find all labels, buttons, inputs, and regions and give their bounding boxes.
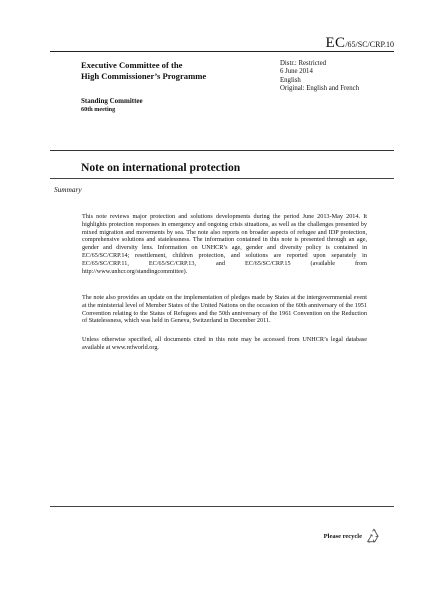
committee-name-line-2: High Commissioner’s Programme <box>81 71 207 81</box>
original-language: Original: English and French <box>280 85 360 93</box>
summary-paragraph-1: This note reviews major protection and solutions developments during the period June 2013-May 2014. It highlights protection responses in emergency and ongoing crisis situations, as well as the challenges presented by mixed migration and movements by sea. The note also reports on broader aspects of refugee and IDP protection, comprehensive solutions and statelessness. The information contained in this note is presented through an age, gender and diversity lens. Information on UNHCR’s age, gender and diversity policy is contained in EC/65/SC/CRP.14; resettlement, children protection, and solutions are reported upon separately in EC/65/SC/CRP.11, EC/65/SC/CRP.13, and EC/65/SC/CRP.15 (available from http://www.unhcr.org/standingcommittee). <box>82 213 367 275</box>
committee-name-line-1: Executive Committee of the <box>81 60 183 70</box>
document-title: Note on international protection <box>81 161 241 174</box>
document-date: 6 June 2014 <box>280 68 313 76</box>
document-symbol <box>326 34 394 52</box>
document-symbol-prefix: EC <box>325 35 346 51</box>
meeting-number: 60th meeting <box>81 105 116 113</box>
summary-paragraph-3: Unless otherwise specified, all documents cited in this note may be accessed from UNHCR’s legal database available at www.refworld.org. <box>82 336 367 351</box>
distribution-label: Distr.: Restricted <box>280 60 327 67</box>
summary-paragraph-2: The note also provides an update on the implementation of pledges made by States at the intergovernmental event at the ministerial level of Member States of the United Nations on the occasion of the 60th anniversary of the 1951 Convention relating to the Status of Refugees and the 50th anniversary of the 1961 Convention on the Reduction of Statelessness, which was held in Geneva, Switzerland in December 2011. <box>82 294 367 325</box>
summary-label: Summary <box>54 185 82 194</box>
please-recycle-label: Please recycle <box>323 532 362 540</box>
summary-box <box>50 178 394 507</box>
title-rule <box>50 150 394 151</box>
committee-name <box>81 60 271 82</box>
document-language: English <box>280 76 301 84</box>
please-recycle-notice <box>324 528 382 544</box>
document-symbol-number: /65/SC/CRP.10 <box>345 40 394 49</box>
standing-committee-title: Standing Committee <box>81 97 143 105</box>
document-meta <box>280 60 359 94</box>
header-rule <box>50 51 394 52</box>
standing-committee-block <box>81 97 143 114</box>
recycle-icon <box>366 528 382 544</box>
